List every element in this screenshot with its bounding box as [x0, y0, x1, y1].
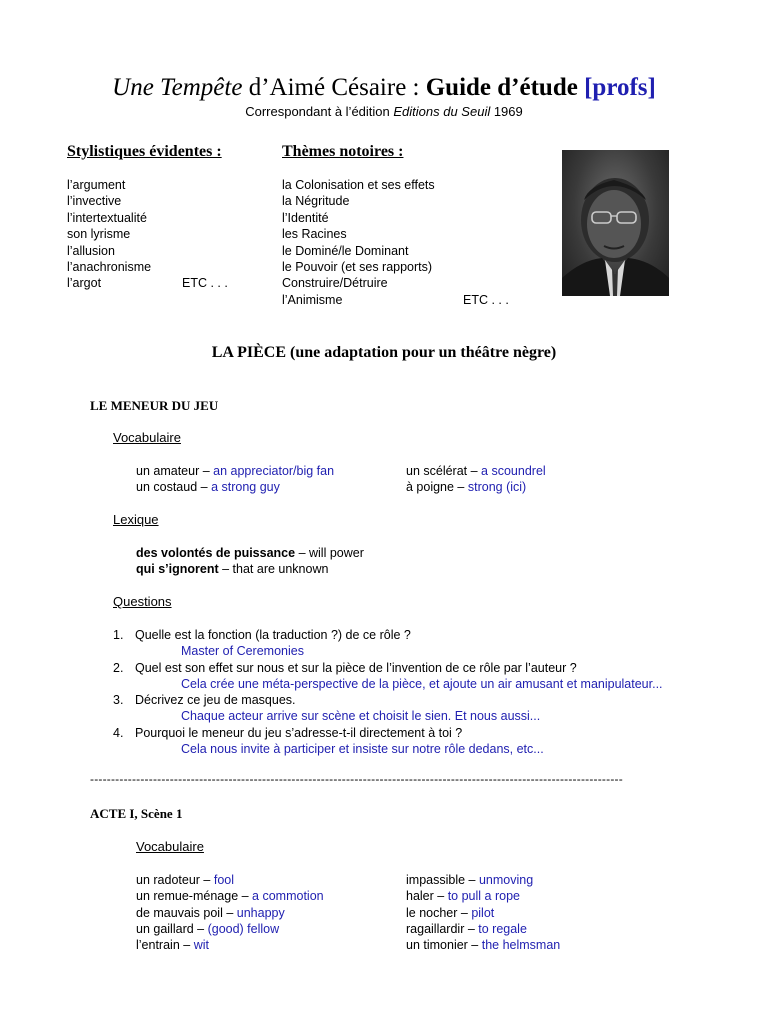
- lexique-entry: [136, 545, 364, 561]
- vocab-french: un gaillard –: [136, 921, 208, 936]
- acte1-vocab-left: [136, 872, 324, 953]
- subtitle-prefix: Correspondant à l’édition: [245, 104, 394, 119]
- list-item: l’Animisme: [282, 292, 343, 307]
- acte1-vocab-right: [406, 872, 560, 953]
- meneur-questions-label: Questions: [113, 594, 172, 609]
- acte1-vocab-label: Vocabulaire: [136, 839, 204, 854]
- portrait-photo: [562, 150, 669, 296]
- list-item: l’Identité: [282, 210, 329, 225]
- vocab-entry: [136, 905, 324, 921]
- vocab-entry: [406, 479, 546, 495]
- lexique-english: – that are unknown: [218, 562, 329, 577]
- section-separator: -------------------------------------------------------------------------------------------------------------------------------: [90, 772, 623, 786]
- list-item: son lyrisme: [67, 227, 131, 242]
- list-item: la Négritude: [282, 194, 350, 209]
- question-text: Quel est son effet sur nous et sur la pièce de l’invention de ce rôle par l’auteur ?: [135, 660, 577, 675]
- vocab-english: an appreciator/big fan: [213, 464, 335, 478]
- vocab-entry: [406, 905, 560, 921]
- vocab-entry: [406, 888, 560, 904]
- vocab-french: haler –: [406, 889, 448, 904]
- meneur-vocab-left: [136, 463, 334, 496]
- question: [113, 725, 663, 741]
- vocab-english: a strong guy: [211, 480, 280, 495]
- vocab-french: de mauvais poil –: [136, 905, 237, 920]
- question-text: Décrivez ce jeu de masques.: [135, 693, 296, 708]
- section-heading-piece: LA PIÈCE (une adaptation pour un théâtre nègre): [211, 344, 557, 361]
- stylistiques-header: Stylistiques évidentes :: [67, 143, 222, 160]
- vocab-english: (good) fellow: [207, 921, 280, 936]
- question-text: Quelle est la fonction (la traduction ?) de ce rôle ?: [135, 628, 411, 642]
- vocab-entry: [406, 872, 560, 888]
- vocab-entry: [406, 921, 560, 937]
- vocab-french: un remue-ménage –: [136, 889, 253, 904]
- vocab-english: unhappy: [236, 905, 285, 920]
- lexique-english: – will power: [295, 546, 364, 560]
- list-item: la Colonisation et ses effets: [282, 178, 435, 192]
- list-item: l’argument: [67, 178, 126, 192]
- lexique-entry: [136, 561, 364, 577]
- lexique-french: qui s’ignorent: [136, 562, 219, 577]
- question: [113, 692, 663, 708]
- question-number: 3.: [113, 693, 124, 708]
- meneur-lexique-list: [136, 545, 364, 578]
- meneur-lexique-label: Lexique: [113, 512, 159, 527]
- vocab-entry: [136, 872, 324, 888]
- answer: Cela crée une méta-perspective de la pièce, et ajoute un air amusant et manipulateur...: [181, 676, 663, 691]
- list-item: le Dominé/le Dominant: [282, 243, 409, 258]
- answer: Master of Ceremonies: [181, 644, 304, 659]
- lexique-french: des volontés de puissance: [136, 546, 296, 560]
- vocab-english: pilot: [471, 905, 495, 920]
- vocab-french: l’entrain –: [136, 938, 194, 953]
- vocab-entry: [136, 463, 334, 479]
- vocab-english: to regale: [478, 921, 527, 936]
- vocab-english: strong (ici): [467, 480, 527, 495]
- question: [113, 627, 663, 643]
- list-item: Construire/Détruire: [282, 276, 388, 291]
- vocab-english: wit: [193, 938, 209, 953]
- question-number: 2.: [113, 660, 124, 675]
- meneur-questions-list: [113, 627, 663, 757]
- list-item: l’allusion: [67, 243, 115, 258]
- vocab-french: le nocher –: [406, 905, 472, 920]
- question-number: 1.: [113, 628, 124, 642]
- vocab-french: un radoteur –: [136, 873, 214, 887]
- answer: Cela nous invite à participer et insiste sur notre rôle dedans, etc...: [181, 742, 544, 757]
- vocab-english: a commotion: [252, 889, 324, 904]
- subtitle-edition: Editions du Seuil: [393, 104, 491, 119]
- themes-list: [282, 177, 435, 308]
- list-item: l’anachronisme: [67, 260, 152, 275]
- vocab-entry: [136, 888, 324, 904]
- vocab-french: ragaillardir –: [406, 921, 479, 936]
- vocab-entry: [406, 463, 546, 479]
- title-author: d’Aimé Césaire :: [242, 74, 426, 101]
- vocab-entry: [136, 937, 324, 953]
- section-heading-acte1: ACTE I, Scène 1: [90, 806, 183, 821]
- question: [113, 660, 663, 676]
- list-item: le Pouvoir (et ses rapports): [282, 260, 433, 275]
- vocab-french: un amateur –: [136, 464, 214, 478]
- section-heading-meneur: LE MENEUR DU JEU: [90, 398, 219, 413]
- list-item: l’intertextualité: [67, 210, 147, 225]
- document-title: [0, 74, 768, 102]
- vocab-french: un timonier –: [406, 938, 482, 953]
- stylistiques-etc: ETC . . .: [182, 276, 228, 290]
- vocab-french: impassible –: [406, 873, 479, 887]
- vocab-french: un scélérat –: [406, 464, 482, 478]
- portrait-illustration: [562, 150, 669, 296]
- list-item: l’argot: [67, 276, 102, 291]
- meneur-vocab-right: [406, 463, 546, 496]
- answer: Chaque acteur arrive sur scène et choisit le sien. Et nous aussi...: [181, 709, 541, 724]
- subtitle-year: 1969: [490, 104, 523, 119]
- title-play-name: Une Tempête: [112, 74, 243, 101]
- vocab-english: fool: [213, 873, 234, 887]
- question-text: Pourquoi le meneur du jeu s’adresse-t-il directement à toi ?: [135, 725, 463, 740]
- themes-header: Thèmes notoires :: [282, 143, 404, 160]
- vocab-entry: [406, 937, 560, 953]
- vocab-english: unmoving: [478, 873, 534, 887]
- vocab-english: to pull a rope: [447, 889, 520, 904]
- title-guide: Guide d’étude: [425, 74, 585, 101]
- vocab-english: a scoundrel: [481, 464, 546, 478]
- vocab-entry: [136, 921, 324, 937]
- vocab-french: un costaud –: [136, 480, 212, 495]
- meneur-vocab-label: Vocabulaire: [113, 430, 181, 445]
- vocab-english: the helmsman: [481, 938, 561, 953]
- list-item: les Racines: [282, 227, 347, 242]
- vocab-entry: [136, 479, 334, 495]
- document-subtitle: [0, 104, 768, 119]
- themes-etc: ETC . . .: [463, 293, 509, 307]
- title-profs-tag: [profs]: [584, 74, 656, 101]
- list-item: l’invective: [67, 194, 122, 209]
- vocab-french: à poigne –: [406, 480, 468, 495]
- question-number: 4.: [113, 725, 124, 740]
- stylistiques-list: [67, 177, 151, 292]
